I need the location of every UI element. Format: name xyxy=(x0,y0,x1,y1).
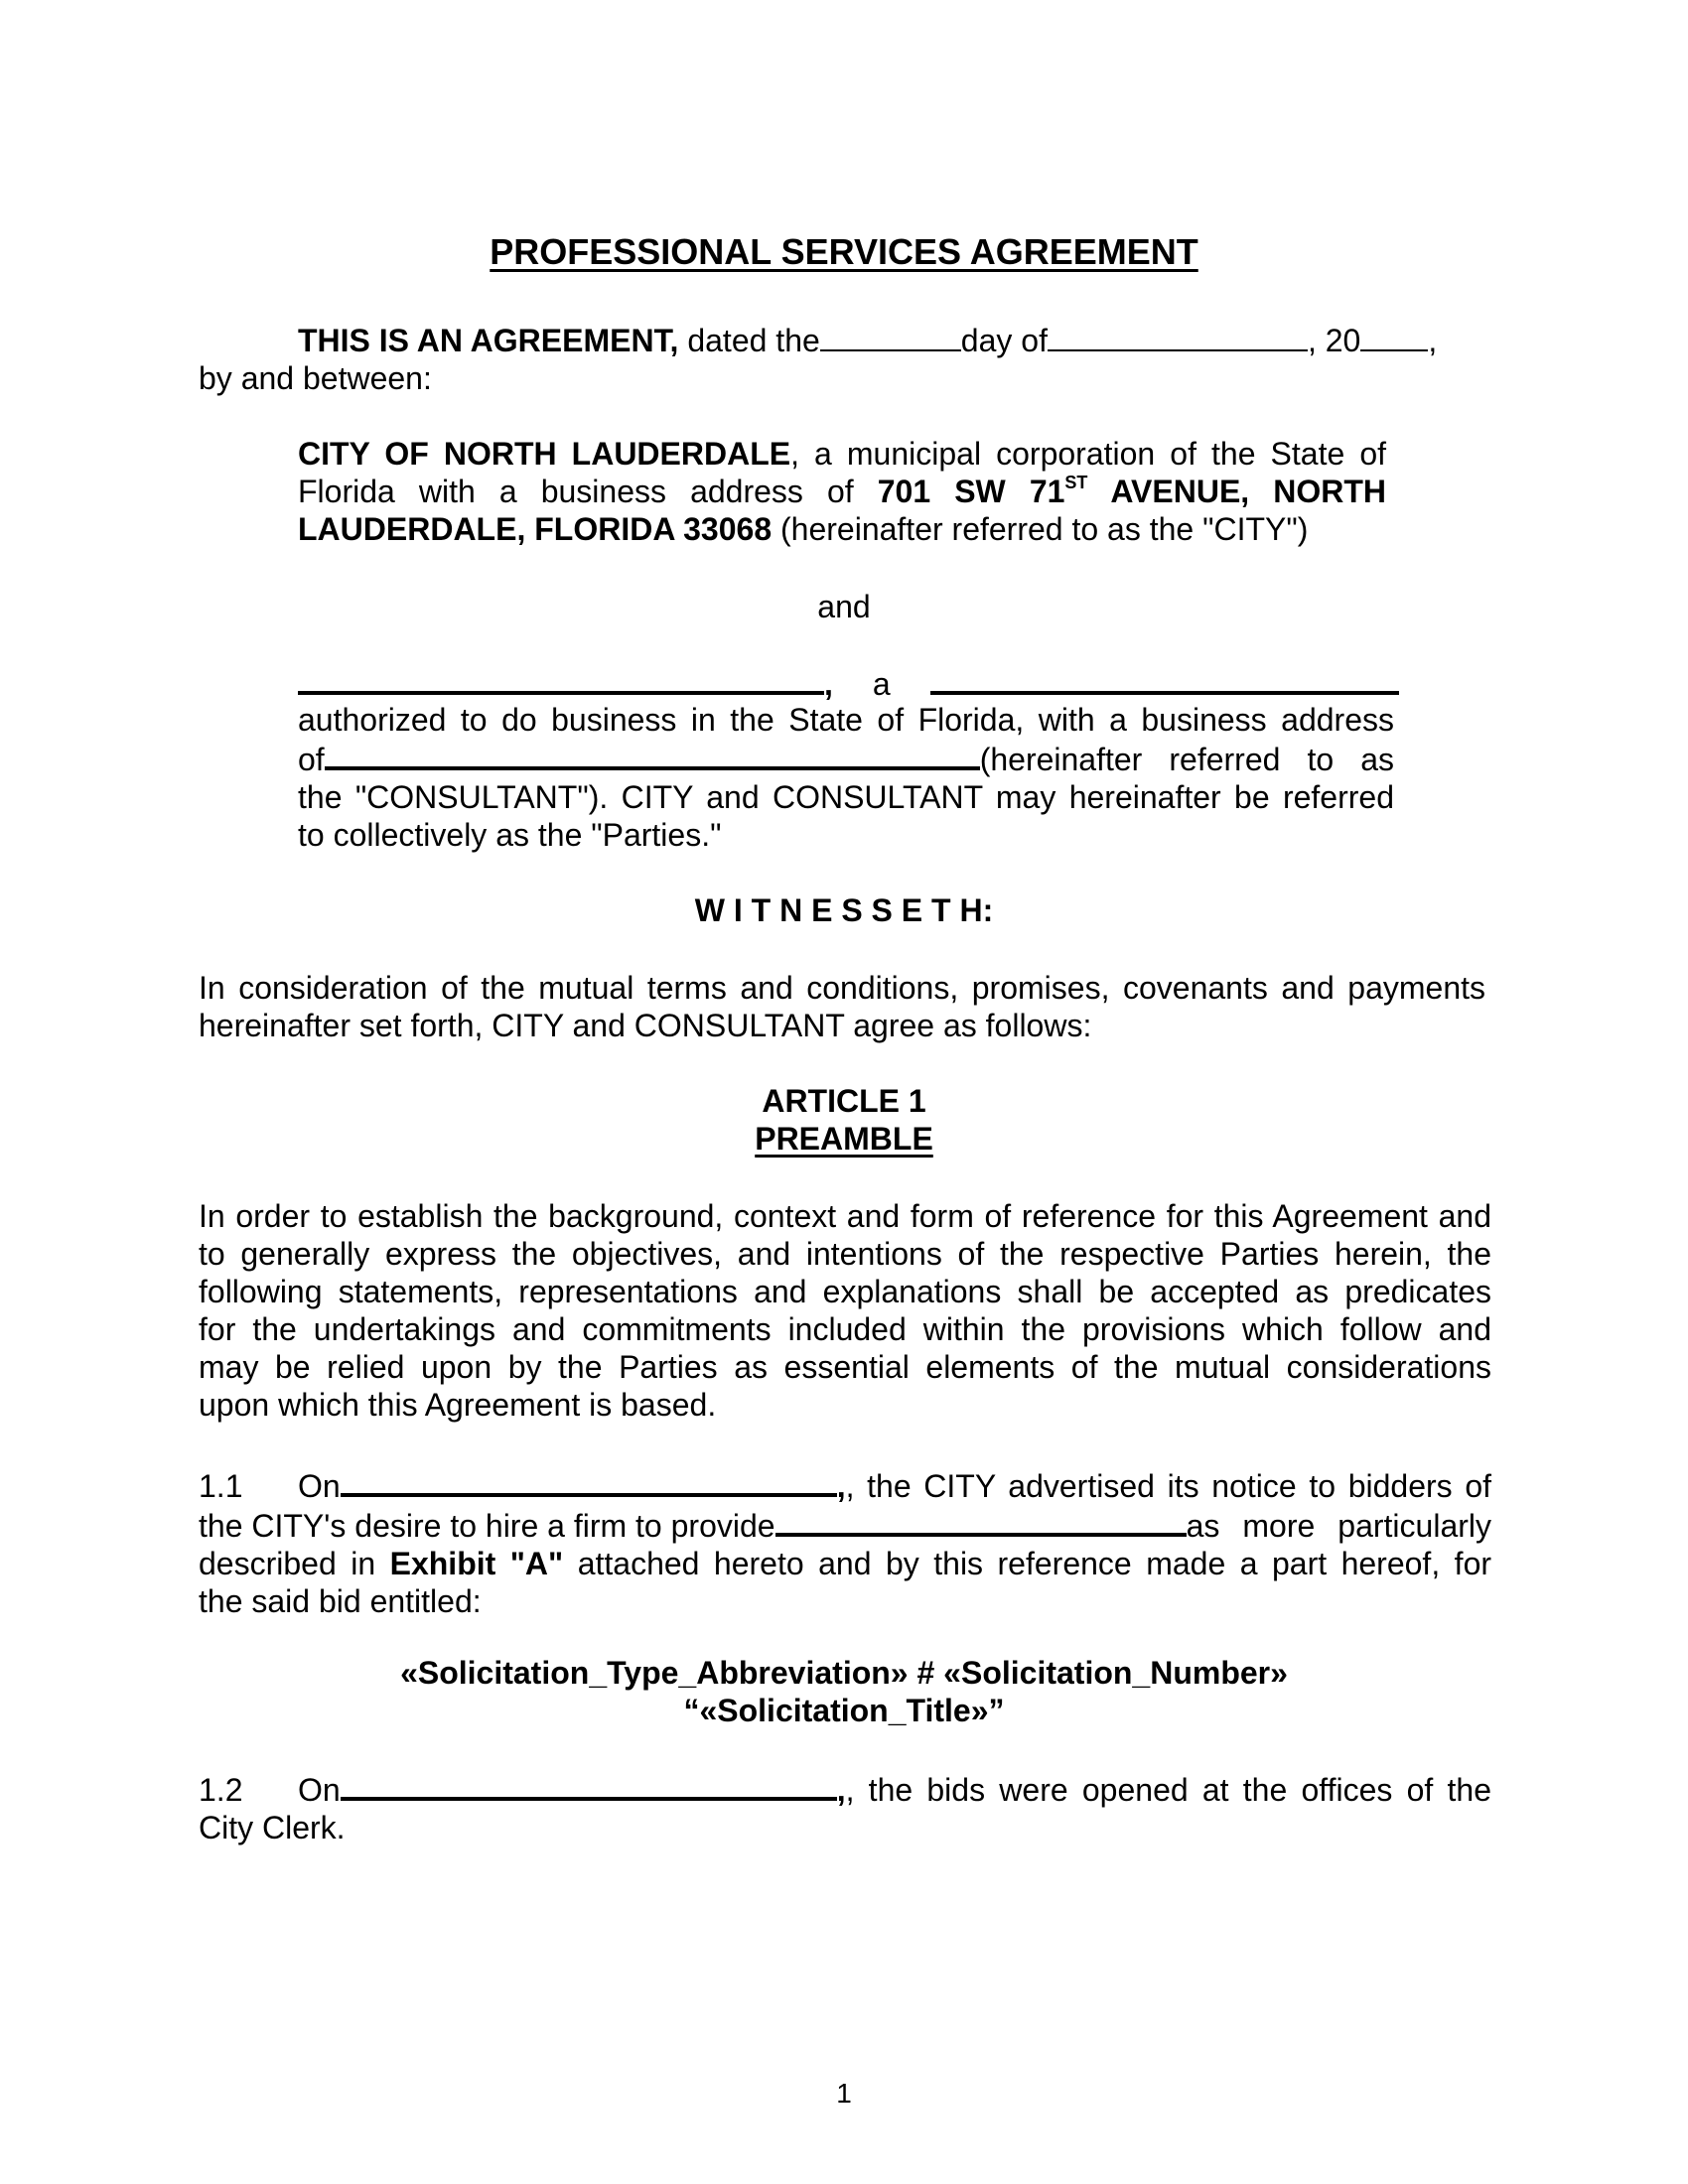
consideration-line: hereinafter set forth, CITY and CONSULTANT agree as follows: xyxy=(199,1008,1092,1043)
document-title: PROFESSIONAL SERVICES AGREEMENT xyxy=(490,231,1198,272)
day-blank[interactable] xyxy=(820,322,961,351)
consultant-of: of xyxy=(298,742,325,777)
intro-comma: , xyxy=(1428,323,1438,358)
city-text-2: Florida with a business address of xyxy=(298,474,854,509)
section-1-1-text-4: the said bid entitled: xyxy=(199,1583,482,1619)
solicitation-line-2: “«Solicitation_Title»” xyxy=(683,1693,1005,1728)
solicitation-line-1: «Solicitation_Type_Abbreviation» # «Solicitation_Number» xyxy=(400,1655,1288,1691)
consultant-comma: , xyxy=(824,666,833,702)
section-1-2-number: 1.2 xyxy=(199,1772,243,1808)
preamble-paragraph xyxy=(199,1197,1491,1424)
city-text-1: , a municipal corporation of the State of xyxy=(790,436,1387,472)
consideration-line: In consideration of the mutual terms and conditions, promises, covenants and payments xyxy=(199,970,1485,1006)
preamble-line: to generally express the objectives, and intentions of the respective Parties herein, the xyxy=(199,1236,1491,1272)
intro-lead: THIS IS AN AGREEMENT, xyxy=(298,323,679,358)
by-and-between: by and between: xyxy=(199,360,432,396)
section-1-1-text-2a: the CITY's desire to hire a firm to provide xyxy=(199,1508,775,1544)
intro-day-of: day of xyxy=(960,323,1048,358)
preamble-line: may be relied upon by the Parties as essential elements of the mutual considerations xyxy=(199,1349,1491,1385)
preamble-line: In order to establish the background, context and form of reference for this Agreement and xyxy=(199,1198,1491,1234)
and-text: and xyxy=(817,589,871,624)
city-address-1: 701 SW 71 xyxy=(877,474,1065,509)
consultant-line-1: authorized to do business in the State of Florida, with a business address xyxy=(298,702,1394,738)
section-1-1-text-1: , the CITY advertised its notice to bidders of xyxy=(845,1468,1491,1504)
consultant-line-3: the "CONSULTANT"). CITY and CONSULTANT may hereinafter be referred xyxy=(298,779,1394,815)
consultant-name-blank[interactable] xyxy=(298,663,824,695)
consultant-hereinafter: (hereinafter referred to as xyxy=(979,742,1394,777)
city-address-sup: ST xyxy=(1064,473,1088,493)
bid-opening-date-blank[interactable] xyxy=(341,1769,837,1801)
city-text-3: (hereinafter referred to as the "CITY") xyxy=(772,511,1309,547)
intro-line xyxy=(298,322,1437,359)
city-address-3: LAUDERDALE, FLORIDA 33068 xyxy=(298,511,773,547)
witnesseth-heading: W I T N E S S E T H: xyxy=(694,892,994,928)
section-1-2-text-1: , the bids were opened at the offices of the xyxy=(845,1772,1491,1808)
city-name: CITY OF NORTH LAUDERDALE xyxy=(298,436,791,472)
preamble-line: for the undertakings and commitments included within the provisions which follow and xyxy=(199,1311,1491,1347)
city-address-2: AVENUE, NORTH xyxy=(1087,474,1387,509)
section-1-2-text-2: City Clerk. xyxy=(199,1810,346,1845)
section-1-1-text-3b: attached hereto and by this reference made a part hereof, for xyxy=(563,1546,1492,1581)
advertised-date-blank[interactable] xyxy=(341,1465,837,1497)
preamble-line: upon which this Agreement is based. xyxy=(199,1387,717,1423)
consultant-block xyxy=(298,701,1394,854)
service-description-blank[interactable] xyxy=(775,1505,1187,1537)
section-1-2-on: On xyxy=(298,1772,341,1808)
consultant-entity-blank[interactable] xyxy=(930,663,1399,695)
section-1-1: 1.1 On , , the CITY advertised its notice to bidders of the CITY's desire to hire a firm to provide as more particularly described in Exhibit "A" attached hereto and by this reference made a part hereof, for the said bid entitled: xyxy=(199,1465,1491,1620)
consultant-a: a xyxy=(872,666,891,702)
exhibit-a-reference: Exhibit "A" xyxy=(389,1546,564,1581)
section-1-1-number: 1.1 xyxy=(199,1468,243,1504)
section-1-1-text-3a: described in xyxy=(199,1546,390,1581)
consultant-address-blank[interactable] xyxy=(325,739,980,770)
section-1-2: 1.2 On , , the bids were opened at the offices of the City Clerk. xyxy=(199,1769,1491,1846)
preamble-line: following statements, representations and explanations shall be accepted as predicates xyxy=(199,1274,1491,1309)
month-blank[interactable] xyxy=(1048,322,1308,351)
section-1-1-on: On xyxy=(298,1468,341,1504)
consultant-line-4: to collectively as the "Parties." xyxy=(298,817,722,853)
article-number: ARTICLE 1 xyxy=(762,1083,926,1119)
consideration-paragraph xyxy=(199,969,1485,1044)
intro-year-prefix: , 20 xyxy=(1307,323,1361,358)
city-block xyxy=(298,435,1386,548)
page-number: 1 xyxy=(836,2078,852,2109)
consultant-name-line xyxy=(298,663,1399,703)
intro-dated-the: dated the xyxy=(678,323,820,358)
section-1-1-text-2b: as more particularly xyxy=(1186,1508,1491,1544)
year-blank[interactable] xyxy=(1360,322,1428,351)
article-title: PREAMBLE xyxy=(755,1121,933,1157)
